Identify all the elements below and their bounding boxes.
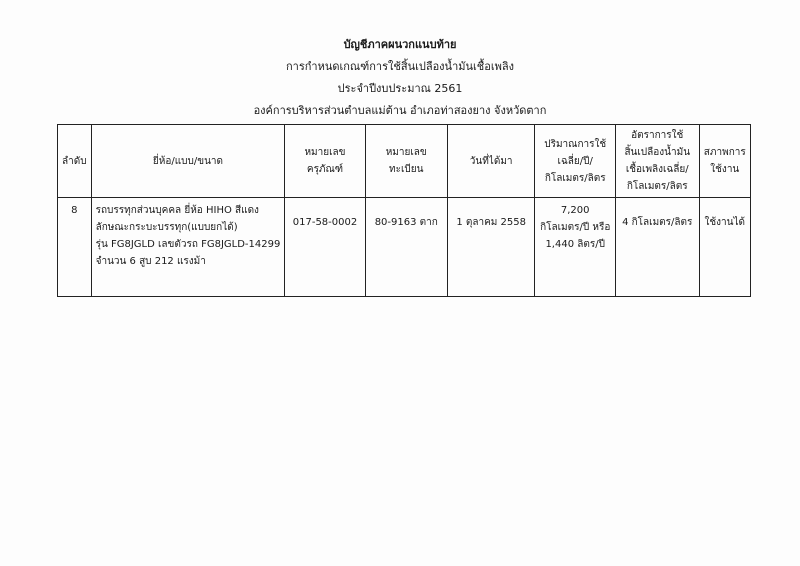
cell-date-acquired-value: 1 ตุลาคม 2558 xyxy=(456,217,526,228)
cell-registration-value: 80-9163 ตาก xyxy=(374,217,438,228)
cell-brand xyxy=(91,198,285,297)
cell-registration xyxy=(365,198,447,297)
col-header-no: ลำดับ xyxy=(58,125,92,198)
col-header-status-line: ใช้งาน xyxy=(710,164,740,175)
col-header-quantity-line: เฉลี่ย/ปี/ xyxy=(557,155,593,167)
cell-brand-line: รถบรรทุกส่วนบุคคล ยี่ห้อ HIHO สีแดง xyxy=(95,205,259,216)
col-header-brand: ยี่ห้อ/แบบ/ขนาด xyxy=(91,125,285,198)
col-header-status xyxy=(699,125,750,198)
col-header-equipment-no: หมายเลขครุภัณฑ์ xyxy=(285,125,365,198)
cell-brand-line: ลักษณะกระบะบรรทุก(แบบยกได้) xyxy=(95,222,238,233)
document-subtitle: การกำหนดเกณฑ์การใช้สิ้นเปลืองน้ำมันเชื้อเพลิง xyxy=(286,60,514,73)
table-row xyxy=(58,198,751,297)
table-header-row xyxy=(58,125,751,198)
cell-quantity-line: 7,200 xyxy=(560,205,590,216)
col-header-rate-line: สิ้นเปลืองน้ำมัน xyxy=(624,147,691,158)
cell-brand-line: รุ่น FG8JGLD เลขตัวรถ FG8JGLD-14299 xyxy=(95,239,281,250)
cell-quantity-line: 1,440 ลิตร/ปี xyxy=(545,239,605,250)
cell-status xyxy=(699,198,750,297)
cell-rate xyxy=(615,198,699,297)
cell-date-acquired xyxy=(447,198,535,297)
organization-name: องค์การบริหารส่วนตำบลแม่ต้าน อำเภอท่าสองยาง จังหวัดตาก xyxy=(253,104,547,117)
cell-equipment-no xyxy=(285,198,365,297)
col-header-date-acquired: วันที่ได้มา xyxy=(447,125,535,198)
col-header-rate-line: อัตราการใช้ xyxy=(631,130,684,141)
col-header-rate-line: เชื้อเพลิงเฉลี่ย/ xyxy=(625,164,689,175)
col-header-quantity xyxy=(535,125,615,198)
document-title: บัญชีภาคผนวกแนบท้าย xyxy=(343,38,457,51)
cell-equipment-no-value: 017-58-0002 xyxy=(292,217,358,228)
cell-no: 8 xyxy=(58,198,92,297)
col-header-registration: หมายเลขทะเบียน xyxy=(365,125,447,198)
cell-brand-line: จำนวน 6 สูบ 212 แรงม้า xyxy=(95,256,206,267)
fiscal-year: ประจำปีงบประมาณ 2561 xyxy=(337,82,463,95)
fuel-consumption-table xyxy=(57,124,751,297)
cell-quantity-line: กิโลเมตร/ปี หรือ xyxy=(540,222,611,233)
col-header-quantity-line: ปริมาณการใช้ xyxy=(544,138,607,150)
col-header-quantity-line: กิโลเมตร/ลิตร xyxy=(544,172,606,184)
col-header-rate xyxy=(615,125,699,198)
cell-quantity xyxy=(535,198,615,297)
cell-status-value: ใช้งานได้ xyxy=(704,217,746,228)
col-header-status-line: สภาพการ xyxy=(703,147,746,158)
cell-rate-value: 4 กิโลเมตร/ลิตร xyxy=(622,217,693,228)
col-header-rate-line: กิโลเมตร/ลิตร xyxy=(626,181,688,192)
